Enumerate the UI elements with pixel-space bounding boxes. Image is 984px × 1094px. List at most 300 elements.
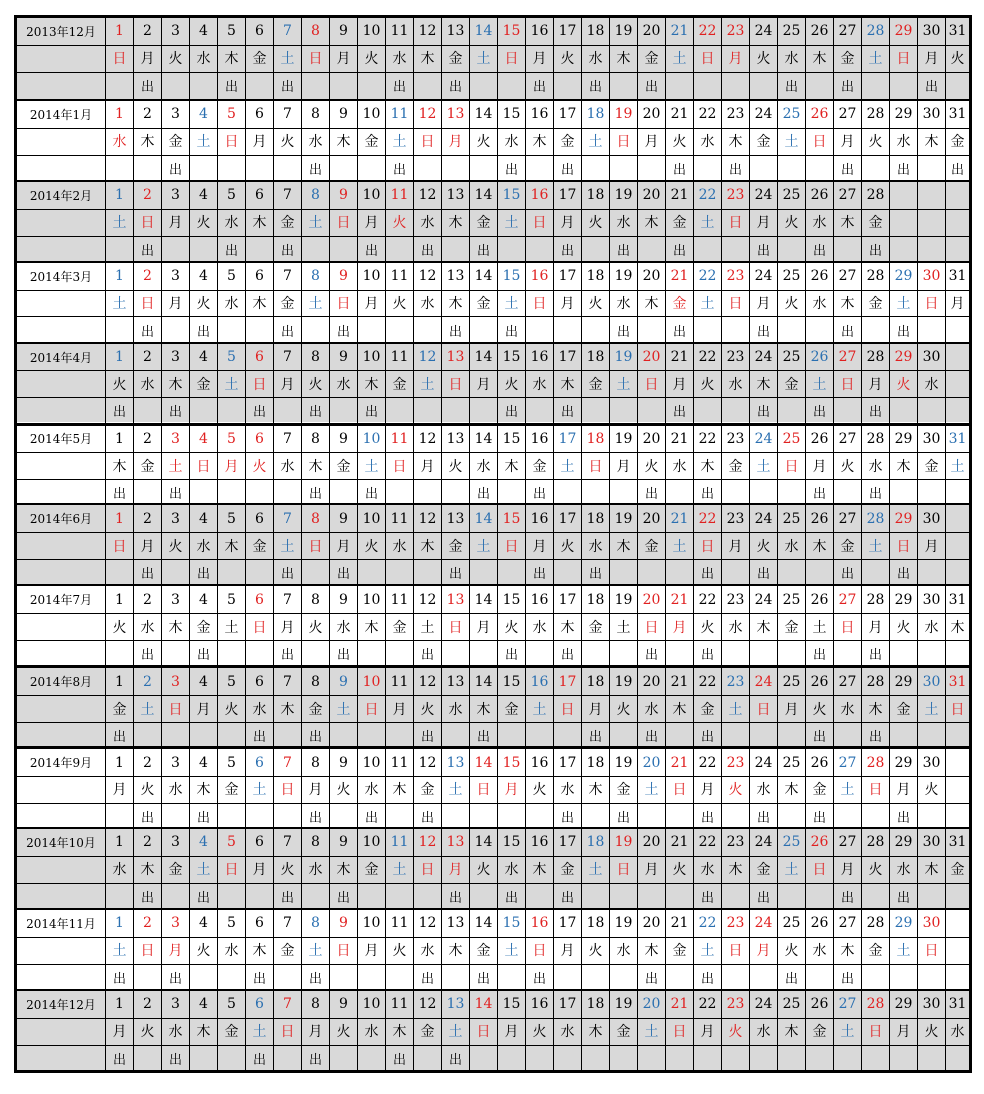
date-cell: 24	[749, 101, 777, 128]
weekday-cell: 火	[889, 370, 917, 397]
out-cell	[105, 155, 133, 182]
out-cell	[441, 236, 469, 263]
date-cell: 9	[329, 426, 357, 453]
date-cell: 6	[245, 829, 273, 856]
out-cell	[581, 1045, 609, 1072]
weekday-cell: 金	[861, 937, 889, 964]
date-cell: 30	[917, 668, 945, 695]
weekday-cell: 木	[889, 452, 917, 479]
date-cell: 18	[581, 344, 609, 371]
date-cell: 10	[357, 344, 385, 371]
date-cell: 7	[273, 182, 301, 209]
out-cell	[497, 722, 525, 749]
weekday-cell: 土	[805, 613, 833, 640]
date-cell: 24	[749, 910, 777, 937]
date-cell: 29	[889, 505, 917, 532]
weekday-cell: 木	[693, 452, 721, 479]
weekday-cell: 水	[469, 452, 497, 479]
out-cell: 出	[105, 964, 133, 991]
out-cell	[805, 964, 833, 991]
weekday-cell: 日	[217, 856, 245, 883]
weekday-cell: 金	[889, 695, 917, 722]
weekday-cell: 金	[553, 128, 581, 155]
out-cell: 出	[833, 72, 861, 99]
out-cell	[581, 883, 609, 910]
out-cell: 出	[861, 397, 889, 424]
date-cell	[945, 749, 969, 776]
weekday-cell: 土	[469, 45, 497, 72]
out-cell	[637, 883, 665, 910]
weekday-cell: 火	[301, 613, 329, 640]
weekday-cell: 日	[189, 452, 217, 479]
date-cell: 11	[385, 182, 413, 209]
weekday-cell: 月	[273, 370, 301, 397]
out-cell	[357, 640, 385, 667]
out-cell: 出	[273, 236, 301, 263]
weekday-cell: 日	[385, 452, 413, 479]
weekday-cell: 金	[721, 452, 749, 479]
date-cell: 12	[413, 586, 441, 613]
weekday-cell: 木	[637, 937, 665, 964]
weekday-cell: 金	[945, 856, 969, 883]
weekday-cell: 水	[693, 128, 721, 155]
date-cell: 13	[441, 668, 469, 695]
out-cell: 出	[245, 722, 273, 749]
out-cell: 出	[441, 883, 469, 910]
date-cell: 27	[833, 344, 861, 371]
date-cell: 2	[133, 829, 161, 856]
weekday-cell: 土	[777, 856, 805, 883]
out-cell	[917, 236, 945, 263]
weekday-cell: 木	[329, 856, 357, 883]
out-cell	[777, 803, 805, 830]
out-cell: 出	[161, 964, 189, 991]
out-cell	[721, 236, 749, 263]
out-cell	[721, 1045, 749, 1072]
weekday-cell: 金	[189, 613, 217, 640]
weekday-cell: 木	[833, 209, 861, 236]
out-cell	[273, 397, 301, 424]
weekday-cell: 土	[245, 776, 273, 803]
weekday-cell: 日	[805, 856, 833, 883]
weekday-cell: 土	[777, 128, 805, 155]
out-cell	[385, 397, 413, 424]
out-cell	[273, 1045, 301, 1072]
weekday-cell: 木	[385, 776, 413, 803]
out-cell: 出	[133, 559, 161, 586]
weekday-cell: 水	[805, 209, 833, 236]
date-cell: 13	[441, 426, 469, 453]
weekday-cell: 土	[245, 1018, 273, 1045]
out-cell: 出	[665, 155, 693, 182]
month-block	[17, 342, 969, 423]
date-cell: 25	[777, 344, 805, 371]
out-cell	[245, 640, 273, 667]
date-cell: 31	[945, 263, 969, 290]
weekday-cell: 火	[273, 128, 301, 155]
out-cell: 出	[805, 236, 833, 263]
date-cell: 4	[189, 182, 217, 209]
date-cell: 5	[217, 749, 245, 776]
weekday-cell: 水	[329, 613, 357, 640]
out-cell	[609, 640, 637, 667]
weekday-cell: 金	[245, 45, 273, 72]
weekday-cell: 火	[441, 452, 469, 479]
date-cell: 30	[917, 505, 945, 532]
weekday-cell: 日	[497, 532, 525, 559]
date-cell: 26	[805, 18, 833, 45]
out-cell: 出	[581, 559, 609, 586]
date-cell: 22	[693, 668, 721, 695]
date-cell: 15	[497, 18, 525, 45]
weekday-cell: 土	[329, 695, 357, 722]
out-cell	[637, 559, 665, 586]
date-cell	[945, 505, 969, 532]
date-cell: 7	[273, 263, 301, 290]
date-cell: 10	[357, 426, 385, 453]
month-block	[17, 261, 969, 342]
out-cell	[497, 236, 525, 263]
weekday-cell: 水	[357, 776, 385, 803]
date-cell: 11	[385, 505, 413, 532]
out-cell: 出	[833, 559, 861, 586]
weekday-cell: 火	[133, 776, 161, 803]
month-label: 2014年1月	[29, 107, 93, 122]
out-cell: 出	[441, 72, 469, 99]
date-cell: 27	[833, 426, 861, 453]
date-cell: 28	[861, 426, 889, 453]
date-cell: 9	[329, 344, 357, 371]
weekday-cell: 月	[441, 128, 469, 155]
out-cell	[385, 803, 413, 830]
out-cell	[721, 640, 749, 667]
weekday-cell: 水	[217, 209, 245, 236]
date-cell	[945, 182, 969, 209]
date-cell: 19	[609, 910, 637, 937]
date-cell: 7	[273, 829, 301, 856]
weekday-cell: 月	[665, 613, 693, 640]
weekday-cell: 金	[357, 856, 385, 883]
out-cell	[105, 316, 133, 343]
weekday-cell: 金	[945, 128, 969, 155]
date-cell: 11	[385, 426, 413, 453]
out-cell	[469, 803, 497, 830]
out-cell	[833, 722, 861, 749]
out-cell	[889, 72, 917, 99]
date-cell: 14	[469, 101, 497, 128]
out-cell	[833, 479, 861, 506]
weekday-cell: 月	[329, 45, 357, 72]
weekday-cell: 火	[917, 776, 945, 803]
date-cell: 14	[469, 668, 497, 695]
weekday-cell: 土	[637, 776, 665, 803]
weekday-cell: 日	[217, 128, 245, 155]
month-block	[17, 908, 969, 989]
date-cell: 3	[161, 263, 189, 290]
date-cell: 26	[805, 586, 833, 613]
date-cell: 28	[861, 991, 889, 1018]
weekday-cell: 金	[273, 290, 301, 317]
weekday-cell: 火	[105, 613, 133, 640]
out-cell	[777, 155, 805, 182]
date-cell: 27	[833, 668, 861, 695]
out-cell	[777, 722, 805, 749]
out-cell	[385, 559, 413, 586]
date-cell: 26	[805, 829, 833, 856]
weekday-cell: 月	[553, 937, 581, 964]
out-cell	[889, 397, 917, 424]
out-cell	[497, 72, 525, 99]
out-cell	[189, 236, 217, 263]
weekday-cell: 金	[525, 452, 553, 479]
out-cell: 出	[133, 316, 161, 343]
date-cell: 24	[749, 668, 777, 695]
out-cell	[609, 72, 637, 99]
out-cell	[133, 479, 161, 506]
date-cell: 22	[693, 426, 721, 453]
weekday-cell: 日	[665, 1018, 693, 1045]
date-cell: 22	[693, 991, 721, 1018]
weekday-cell: 火	[917, 1018, 945, 1045]
date-cell: 8	[301, 749, 329, 776]
date-cell: 24	[749, 991, 777, 1018]
weekday-cell: 土	[749, 452, 777, 479]
date-cell: 9	[329, 101, 357, 128]
out-cell	[721, 559, 749, 586]
out-cell	[721, 722, 749, 749]
month-block	[17, 746, 969, 827]
date-cell: 9	[329, 749, 357, 776]
date-cell: 3	[161, 182, 189, 209]
date-cell: 24	[749, 263, 777, 290]
weekday-cell: 金	[385, 613, 413, 640]
weekday-cell: 水	[301, 128, 329, 155]
weekday-cell: 土	[861, 532, 889, 559]
date-cell: 29	[889, 586, 917, 613]
date-cell: 7	[273, 101, 301, 128]
out-cell: 出	[469, 964, 497, 991]
date-cell: 5	[217, 182, 245, 209]
weekday-cell: 土	[441, 1018, 469, 1045]
date-cell: 4	[189, 668, 217, 695]
out-cell: 出	[301, 964, 329, 991]
out-cell: 出	[889, 883, 917, 910]
date-cell: 13	[441, 991, 469, 1018]
weekday-cell: 火	[301, 370, 329, 397]
out-cell	[469, 316, 497, 343]
weekday-cell: 日	[245, 613, 273, 640]
out-cell: 出	[861, 722, 889, 749]
date-cell: 29	[889, 18, 917, 45]
date-cell: 28	[861, 668, 889, 695]
date-cell: 4	[189, 586, 217, 613]
out-cell	[665, 803, 693, 830]
weekday-cell: 月	[357, 209, 385, 236]
date-cell: 26	[805, 263, 833, 290]
date-cell: 23	[721, 505, 749, 532]
out-cell	[805, 155, 833, 182]
date-cell: 23	[721, 101, 749, 128]
date-cell: 25	[777, 426, 805, 453]
weekday-cell: 月	[861, 613, 889, 640]
out-cell	[469, 72, 497, 99]
date-cell: 12	[413, 668, 441, 695]
date-cell: 25	[777, 829, 805, 856]
date-cell: 30	[917, 910, 945, 937]
out-cell	[105, 803, 133, 830]
weekday-cell: 金	[637, 45, 665, 72]
out-cell	[329, 397, 357, 424]
date-cell: 24	[749, 426, 777, 453]
out-cell	[385, 479, 413, 506]
weekday-cell: 木	[777, 1018, 805, 1045]
out-cell	[525, 316, 553, 343]
weekday-cell: 日	[525, 937, 553, 964]
date-cell: 14	[469, 829, 497, 856]
date-cell: 8	[301, 505, 329, 532]
date-cell: 2	[133, 263, 161, 290]
date-cell: 3	[161, 505, 189, 532]
out-cell	[217, 964, 245, 991]
weekday-cell: 火	[581, 937, 609, 964]
out-cell	[861, 964, 889, 991]
date-cell: 22	[693, 263, 721, 290]
weekday-cell: 木	[217, 532, 245, 559]
out-cell	[469, 883, 497, 910]
weekday-cell: 火	[553, 532, 581, 559]
weekday-cell: 水	[609, 290, 637, 317]
weekday-cell: 木	[609, 45, 637, 72]
weekday-cell: 土	[945, 452, 969, 479]
out-cell	[721, 72, 749, 99]
weekday-cell: 月	[469, 370, 497, 397]
out-cell	[721, 964, 749, 991]
date-cell: 2	[133, 991, 161, 1018]
weekday-cell: 火	[133, 1018, 161, 1045]
out-cell: 出	[749, 883, 777, 910]
date-cell: 19	[609, 344, 637, 371]
out-cell	[805, 72, 833, 99]
date-cell: 12	[413, 505, 441, 532]
weekday-cell: 火	[189, 209, 217, 236]
date-cell: 25	[777, 910, 805, 937]
out-cell	[609, 559, 637, 586]
date-cell: 27	[833, 829, 861, 856]
date-cell: 1	[105, 101, 133, 128]
weekday-cell: 月	[105, 1018, 133, 1045]
weekday-cell: 火	[497, 370, 525, 397]
date-cell: 1	[105, 263, 133, 290]
weekday-cell: 日	[329, 290, 357, 317]
weekday-cell: 木	[413, 45, 441, 72]
out-cell	[329, 155, 357, 182]
date-cell: 17	[553, 182, 581, 209]
month-block	[17, 423, 969, 504]
weekday-cell: 土	[161, 452, 189, 479]
date-cell: 10	[357, 668, 385, 695]
weekday-cell	[889, 209, 917, 236]
weekday-cell: 水	[329, 370, 357, 397]
weekday-cell: 木	[581, 776, 609, 803]
date-cell: 19	[609, 101, 637, 128]
weekday-cell: 木	[637, 290, 665, 317]
date-cell: 8	[301, 991, 329, 1018]
out-cell	[189, 72, 217, 99]
date-cell: 31	[945, 586, 969, 613]
date-cell: 28	[861, 101, 889, 128]
out-cell	[861, 883, 889, 910]
out-cell	[189, 964, 217, 991]
out-cell	[749, 72, 777, 99]
date-cell: 23	[721, 910, 749, 937]
out-cell	[861, 559, 889, 586]
weekday-cell: 日	[637, 613, 665, 640]
date-cell: 20	[637, 505, 665, 532]
date-cell: 24	[749, 749, 777, 776]
out-cell: 出	[273, 883, 301, 910]
weekday-cell: 土	[581, 128, 609, 155]
weekday-cell: 木	[441, 937, 469, 964]
date-cell: 18	[581, 668, 609, 695]
weekday-cell: 金	[245, 532, 273, 559]
out-cell	[805, 1045, 833, 1072]
date-cell: 5	[217, 668, 245, 695]
weekday-cell: 木	[861, 695, 889, 722]
weekday-cell: 月	[777, 695, 805, 722]
out-cell: 出	[805, 803, 833, 830]
weekday-cell: 土	[441, 776, 469, 803]
date-cell: 15	[497, 586, 525, 613]
weekday-cell: 日	[525, 290, 553, 317]
date-cell: 16	[525, 101, 553, 128]
date-cell: 6	[245, 101, 273, 128]
date-cell: 29	[889, 668, 917, 695]
date-cell: 28	[861, 182, 889, 209]
out-cell: 出	[161, 155, 189, 182]
date-cell: 1	[105, 910, 133, 937]
weekday-cell: 土	[273, 45, 301, 72]
date-cell: 20	[637, 668, 665, 695]
out-cell	[917, 640, 945, 667]
out-cell	[805, 316, 833, 343]
out-cell	[161, 803, 189, 830]
date-cell: 15	[497, 182, 525, 209]
out-cell	[133, 155, 161, 182]
weekday-cell: 月	[861, 370, 889, 397]
date-cell: 26	[805, 668, 833, 695]
out-cell	[329, 72, 357, 99]
out-cell	[525, 722, 553, 749]
date-cell: 8	[301, 586, 329, 613]
date-cell: 13	[441, 263, 469, 290]
date-cell: 2	[133, 101, 161, 128]
out-cell: 出	[693, 640, 721, 667]
weekday-cell: 月	[469, 613, 497, 640]
date-cell: 19	[609, 18, 637, 45]
out-cell: 出	[301, 1045, 329, 1072]
date-cell: 27	[833, 586, 861, 613]
out-cell	[273, 722, 301, 749]
weekday-cell: 水	[385, 532, 413, 559]
weekday-cell: 金	[441, 532, 469, 559]
weekday-cell: 日	[721, 937, 749, 964]
date-cell: 15	[497, 749, 525, 776]
out-cell	[525, 1045, 553, 1072]
weekday-cell: 日	[833, 370, 861, 397]
out-cell	[693, 1045, 721, 1072]
weekday-cell: 土	[133, 695, 161, 722]
out-cell	[329, 236, 357, 263]
